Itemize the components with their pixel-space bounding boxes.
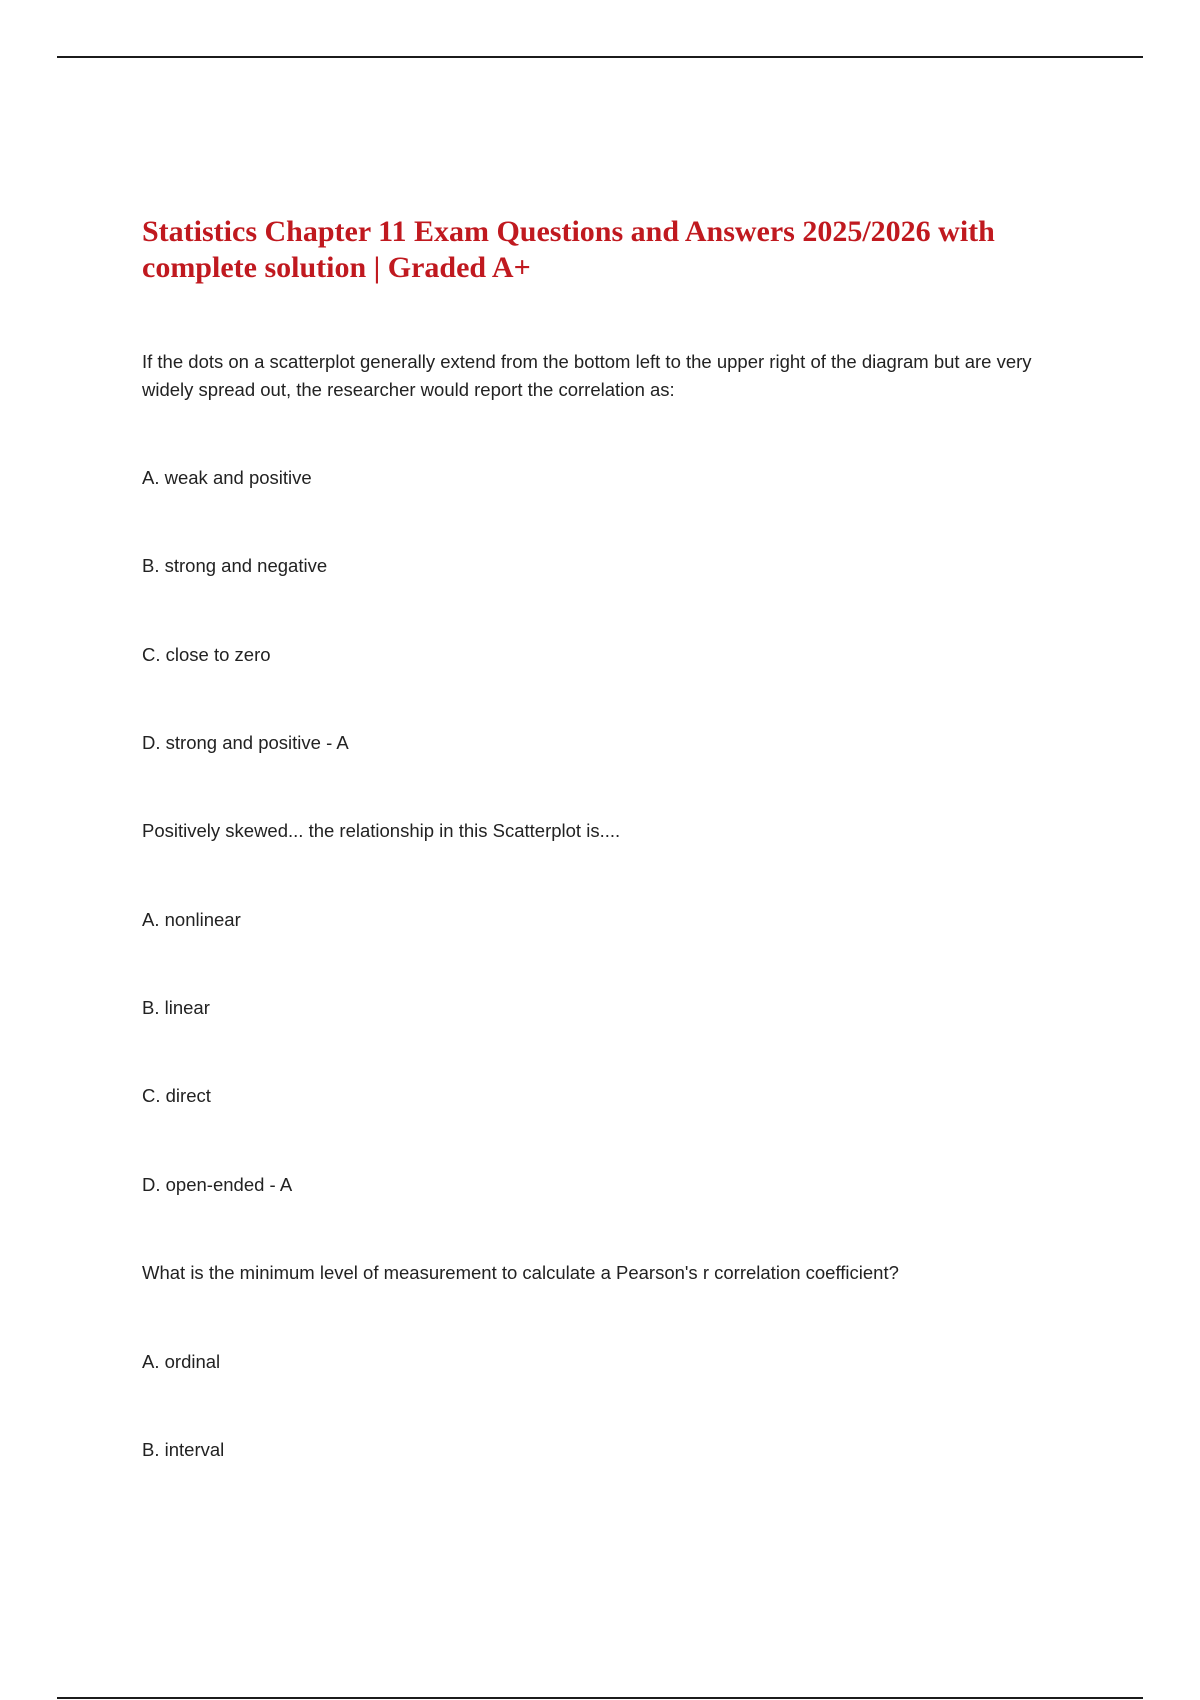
question-1-option-c: C. close to zero — [142, 644, 271, 665]
question-2-option-c: C. direct — [142, 1085, 211, 1106]
question-1-option-b: B. strong and negative — [142, 555, 328, 576]
question-3-option-a: A. ordinal — [142, 1351, 221, 1372]
question-2-option-a: A. nonlinear — [142, 909, 241, 930]
question-3-option-b: B. interval — [142, 1439, 225, 1460]
footer-rule — [57, 1697, 1143, 1699]
question-1-prompt: If the dots on a scatterplot generally extend from the bottom left to the upper right of the diagram but are very widely spread out, the researcher would report the correlation as: — [142, 351, 1032, 400]
question-2-option-b: B. linear — [142, 997, 210, 1018]
document-title: Statistics Chapter 11 Exam Questions and Answers 2025/2026 with complete solution | Graded A+ — [142, 215, 995, 284]
question-1-option-a: A. weak and positive — [142, 467, 312, 488]
question-3-prompt: What is the minimum level of measurement to calculate a Pearson's r correlation coefficient? — [142, 1262, 899, 1283]
header-rule — [57, 56, 1143, 58]
question-2-option-d: D. open-ended - A — [142, 1174, 293, 1195]
document-body — [142, 214, 1062, 286]
question-1-option-d: D. strong and positive - A — [142, 732, 349, 753]
question-2-prompt: Positively skewed... the relationship in this Scatterplot is.... — [142, 820, 621, 841]
